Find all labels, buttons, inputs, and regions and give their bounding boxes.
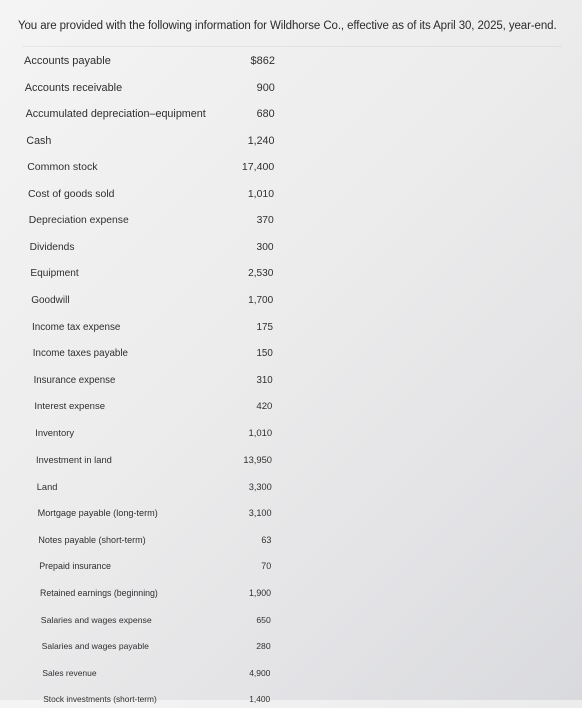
account-amount: 370: [256, 215, 274, 227]
account-label: Cost of goods sold: [28, 188, 115, 200]
account-label: Cash: [26, 134, 52, 147]
account-label: Mortgage payable (long-term): [37, 508, 158, 519]
account-row: [0, 185, 560, 203]
account-label: Accounts payable: [24, 55, 111, 67]
account-row: [0, 265, 560, 283]
account-amount: 1,400: [249, 694, 271, 705]
account-label: Retained earnings (beginning): [40, 588, 158, 598]
account-row: [0, 478, 560, 496]
account-row: [0, 371, 560, 389]
account-label: Insurance expense: [33, 374, 116, 386]
account-amount: 650: [256, 614, 271, 625]
account-row: [0, 105, 560, 123]
account-label: Common stock: [27, 161, 98, 174]
account-amount: 1,010: [248, 427, 273, 439]
account-amount: 1,900: [248, 588, 271, 598]
account-amount: 1,240: [247, 134, 275, 147]
account-amount: 3,300: [248, 481, 272, 492]
account-label: Depreciation expense: [28, 215, 129, 227]
account-label: Interest expense: [34, 401, 106, 413]
account-label: Prepaid insurance: [39, 561, 111, 572]
account-row: [0, 690, 560, 708]
account-row: [0, 531, 560, 549]
account-amount: 900: [256, 81, 275, 94]
account-amount: 680: [256, 108, 275, 121]
account-row: [0, 398, 560, 416]
account-row: [0, 504, 560, 522]
account-label: Income taxes payable: [32, 348, 128, 360]
account-row: [0, 584, 560, 602]
account-row: [0, 637, 560, 655]
account-row: [0, 158, 560, 176]
account-amount: 63: [261, 534, 272, 545]
account-row: [0, 79, 560, 97]
divider: [22, 46, 562, 47]
account-label: Inventory: [35, 427, 75, 439]
account-row: [0, 212, 560, 230]
account-label: Income tax expense: [32, 321, 121, 333]
account-label: Sales revenue: [42, 667, 97, 678]
account-amount: 3,100: [248, 508, 272, 519]
account-row: [0, 345, 560, 363]
account-amount: 175: [256, 321, 273, 333]
account-amount: 420: [256, 401, 273, 413]
account-row: [0, 424, 560, 442]
account-amount: 13,950: [243, 455, 272, 465]
account-amount: 1,700: [248, 294, 274, 306]
account-label: Accounts receivable: [24, 81, 123, 94]
account-row: [0, 132, 560, 150]
account-label: Accumulated depreciation–equipment: [25, 108, 206, 121]
account-amount: $862: [250, 55, 275, 67]
account-amount: 280: [256, 641, 271, 652]
account-amount: 310: [256, 374, 273, 386]
account-label: Notes payable (short-term): [38, 534, 146, 545]
account-row: [0, 451, 560, 469]
account-amount: 4,900: [249, 667, 271, 678]
account-row: [0, 291, 560, 309]
account-label: Investment in land: [36, 455, 112, 465]
account-row: [0, 664, 560, 682]
account-row: [0, 238, 560, 256]
account-label: Equipment: [30, 268, 79, 280]
account-label: Stock investments (short-term): [43, 694, 157, 705]
intro-text: You are provided with the following information for Wildhorse Co., effective as of its April 30, 2025, year-end.: [18, 20, 557, 32]
account-label: Land: [36, 481, 58, 492]
account-row: [0, 557, 560, 575]
account-row: [0, 52, 560, 70]
account-label: Salaries and wages payable: [41, 641, 149, 652]
account-amount: 17,400: [241, 161, 275, 174]
account-amount: 1,010: [247, 188, 274, 200]
account-row: [0, 611, 560, 629]
account-label: Salaries and wages expense: [40, 614, 152, 625]
account-row: [0, 318, 560, 336]
account-label: Goodwill: [31, 294, 70, 306]
account-amount: 2,530: [248, 268, 274, 280]
account-amount: 150: [256, 348, 273, 360]
account-amount: 300: [256, 241, 274, 253]
account-label: Dividends: [29, 241, 75, 253]
account-amount: 70: [261, 561, 272, 572]
